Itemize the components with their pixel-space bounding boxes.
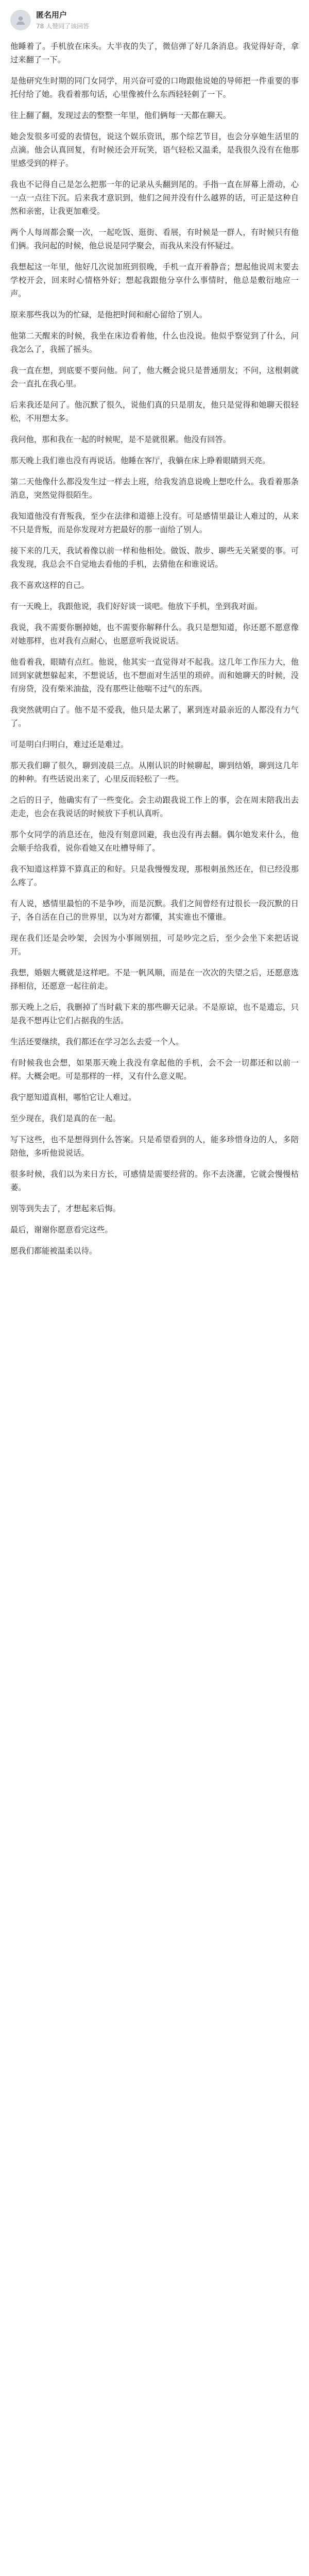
answer-paragraph: 至少现在，我们是真的在一起。 [10, 1114, 121, 1123]
answer-paragraph: 之后的日子，他确实有了一些变化。会主动跟我说工作上的事，会在周末陪我出去走走，也会在我说话的时候放下手机认真听。 [10, 795, 299, 818]
answer-paragraph: 最后，谢谢你愿意看完这些。 [10, 1225, 113, 1234]
answer-paragraph: 原来那些我以为的忙碌，是他把时间和耐心留给了别人。 [10, 310, 208, 319]
answer-paragraph: 现在我们还是会吵架，会因为小事闹别扭，可是吵完之后，至少会坐下来把话说开。 [10, 934, 299, 956]
avatar[interactable] [10, 10, 31, 30]
answer-paragraph: 第二天他像什么都没发生过一样去上班，给我发消息说晚上想吃什么。我看着那条消息，突然觉得很陌生。 [10, 477, 299, 500]
answer-paragraph: 她会发很多可爱的表情包，说这个娱乐资讯，那个综艺节目，也会分享她生活里的点滴。他会认真回复，有时候还会开玩笑，语气轻松又温柔，是我很久没有在他那里感受到的样子。 [10, 132, 299, 168]
answer-paragraph: 那天晚上我们谁也没有再说话。他睡在客厅，我躺在床上睁着眼睛到天亮。 [10, 456, 270, 465]
answer-paragraph: 有人说，感情里最怕的不是争吵，而是沉默。我们之间曾经有过很长一段沉默的日子，各自活在自己的世界里，以为对方都懂，其实谁也不懂谁。 [10, 899, 299, 922]
answer-paragraph: 可是明白归明白，难过还是难过。 [10, 740, 129, 749]
answer-container [0, 0, 309, 1276]
answer-paragraph: 后来我还是问了。他沉默了很久，说他们真的只是朋友，他只是觉得和她聊天很轻松，不用想太多。 [10, 400, 299, 423]
answer-paragraph: 我突然就明白了。他不是不爱我，他只是太累了，累到连对最亲近的人都没有力气了。 [10, 705, 299, 728]
answer-paragraph: 那天晚上之后，我删掉了当时截下来的那些聊天记录。不是原谅，也不是遗忘，只是我不想再让它们占据我的生活。 [10, 1003, 299, 1025]
answer-paragraph: 我想，婚姻大概就是这样吧。不是一帆风顺，而是在一次次的失望之后，还愿意选择相信，还愿意一起往前走。 [10, 968, 299, 991]
answer-paragraph: 往上翻了翻，发现过去的整整一年里，他们俩每一天都在聊天。 [10, 111, 231, 120]
answer-paragraph: 别等到失去了，才想起来后悔。 [10, 1204, 121, 1213]
author-name[interactable]: 匿名用户 [36, 10, 67, 20]
answer-paragraph: 两个人每周都会聚一次，一起吃饭、逛街、看展，有时候是一群人，有时候只有他们俩。我问起的时候，他总说是同学聚会，而我从来没有怀疑过。 [10, 228, 299, 250]
author-meta [36, 9, 89, 30]
answer-paragraph: 愿我们都能被温柔以待。 [10, 1246, 97, 1256]
answer-paragraph: 有时候我也会想，如果那天晚上我没有拿起他的手机，会不会一切都还和以前一样。大概会吧。可是那样的一样，又有什么意义呢。 [10, 1058, 299, 1081]
answer-paragraph: 我知道他没有背叛我，至少在法律和道德上没有。可是感情里最让人难过的，从来不只是背叛，而是你发现对方把最好的那一面给了别人。 [10, 512, 299, 534]
answer-paragraph: 我说，我不需要你删掉她，也不需要你解释什么。我只是想知道，你还愿不愿意像对她那样，也对我有点耐心，也愿意听我说说话。 [10, 623, 299, 646]
answer-paragraph: 生活还要继续，我们都还在学习怎么去爱一个人。 [10, 1037, 184, 1046]
likes-count: 78 人赞同了该回答 [36, 23, 90, 30]
answer-paragraph: 是他研究生时期的同门女同学，用兴奋可爱的口吻跟他说她的导师把一件重要的事托付给了她。我看着那句话，心里像被什么东西轻轻刺了一下。 [10, 76, 299, 99]
author-header [10, 9, 299, 30]
answer-paragraph: 那天我们聊了很久，聊到凌晨三点。从刚认识的时候聊起，聊到结婚，聊到这几年的种种。有些话说出来了，心里反而轻松了一些。 [10, 761, 299, 784]
answer-paragraph: 我一直在想，到底要不要问他。问了，他大概会说只是普通朋友；不问，这根刺就会一直扎在我心里。 [10, 366, 299, 388]
answer-paragraph: 很多时候，我们以为来日方长，可感情是需要经营的。你不去浇灌，它就会慢慢枯萎。 [10, 1170, 299, 1192]
answer-paragraph: 那个女同学的消息还在，他没有刻意回避，我也没有再去翻。偶尔她发来什么，他会顺手给我看，说你看她又在吐槽导师了。 [10, 830, 299, 853]
answer-paragraph: 我问他，那和我在一起的时候呢，是不是就很累。他没有回答。 [10, 435, 231, 444]
anonymous-user-icon [14, 14, 27, 26]
answer-paragraph: 他看着我，眼睛有点红。他说，他其实一直觉得对不起我。这几年工作压力大，他回到家就想躲起来，不想说话，也不想面对生活里的琐碎。而和她聊天的时候，没有房贷，没有柴米油盐，没有那些让他喘不过气的东西。 [10, 657, 299, 693]
answer-paragraph: 我想起这一年里，他好几次说加班到很晚，手机一直开着静音；想起他说周末要去学校开会，回来时心情格外好；想起我跟他分享什么事情时，他总是敷衍地应一声。 [10, 262, 299, 298]
answer-paragraph: 有一天晚上，我跟他说，我们好好谈一谈吧。他放下手机，坐到我对面。 [10, 602, 263, 611]
answer-paragraph: 他睡着了。手机放在床头。大半夜的失了，微信弹了好几条消息。我觉得好奇，拿过来翻了一下。 [10, 42, 299, 64]
answer-paragraph: 他第二天醒来的时候，我坐在床边看着他，什么也没说。他似乎察觉到了什么，问我怎么了，我摇了摇头。 [10, 331, 299, 354]
answer-paragraph: 我不知道这样算不算真正的和好。只是我慢慢发现，那根刺虽然还在，但已经没那么疼了。 [10, 865, 299, 887]
answer-paragraph: 写下这些，也不是想得到什么答案。只是希望看到的人，能多珍惜身边的人，多陪陪他，多听他说说话。 [10, 1135, 299, 1158]
answer-paragraph: 我也不记得自己是怎么把那一年的记录从头翻到尾的。手指一直在屏幕上滑动，心一点一点往下沉。后来我才意识到，他们之间并没有什么越界的话，可正是这种自然和亲密，让我更加难受。 [10, 180, 299, 216]
answer-paragraph: 我不喜欢这样的自己。 [10, 581, 89, 590]
answer-paragraph: 接下来的几天，我试着像以前一样和他相处。做饭、散步、聊些无关紧要的事。可我发现，我总会不自觉地去看他的手机，去猜他在和谁说话。 [10, 546, 299, 569]
answer-body [10, 40, 299, 1258]
answer-paragraph: 我宁愿知道真相，哪怕它让人难过。 [10, 1093, 136, 1102]
